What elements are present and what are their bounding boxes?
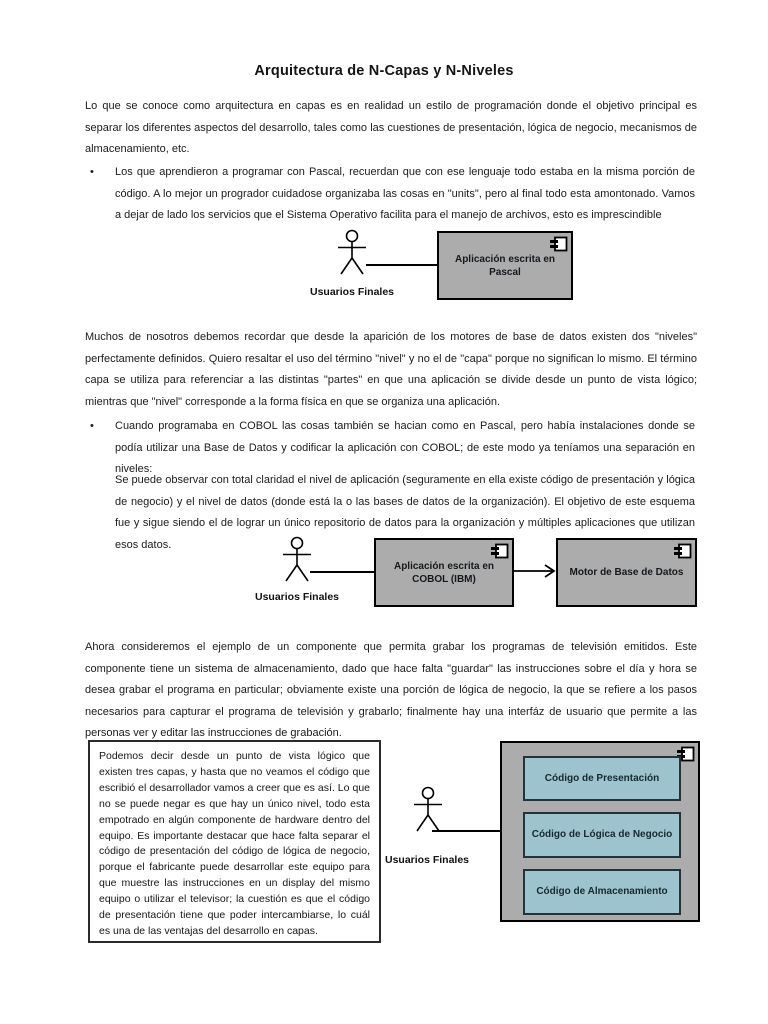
arrow-icon (514, 564, 556, 583)
diagram-pascal (300, 226, 590, 306)
layer-box-negocio: Código de Lógica de Negocio (523, 812, 681, 858)
bullet-item-pascal: Los que aprendieron a programar con Pascal, recuerdan que con ese lenguaje todo estaba en la misma porción de código. A lo mejor un progrador cuidadose organizaba las cosas en "units", pero al final todo esta amontonado. Vamos a dejar de lado los servicios que el Sistema Operativo facilita para el manejo de archivos, esto es imprescindible (115, 166, 695, 221)
layer-box-almacenamiento: Código de Almacenamiento (523, 869, 681, 915)
component-icon (673, 543, 692, 564)
diagram-cobol (230, 533, 700, 613)
component-icon (549, 236, 568, 257)
component-label: Aplicación escrita en COBOL (IBM) (393, 560, 495, 585)
component-box-pascal (437, 231, 573, 300)
actor-icon (275, 536, 319, 589)
connector-line (432, 830, 500, 832)
actor-icon (330, 229, 374, 282)
diagram-capas (380, 740, 705, 925)
paragraph-intro: Lo que se conoce como arquitectura en capas es en realidad un estilo de programación donde el objetivo principal es separar los diferentes aspectos del desarrollo, tales como las cuestiones de presentación, lógica de negocio, mecanismos de almacenamiento, etc. (85, 100, 697, 155)
paragraph-tv: Ahora consideremos el ejemplo de un componente que permita grabar los programas de televisión emitidos. Este componente tiene un sistema de almacenamiento, dado que hace falta "guardar" las instrucciones sobre el día y hora se desea grabar el programa en particular; obviamente existe una porción de lógica de negocio, la que se refiere a los pasos necesarios para capturar el programa de televisión y grabarlo; finalmente hay una interfáz de usuario que permite a las personas ver y editar las instrucciones de grabación. (85, 641, 697, 739)
actor-label: Usuarios Finales (254, 591, 340, 603)
component-box-motor (556, 538, 697, 607)
actor-label: Usuarios Finales (309, 286, 395, 298)
component-box-cobol (374, 538, 514, 607)
big-component-box (500, 741, 700, 922)
layer-box-presentacion: Código de Presentación (523, 756, 681, 801)
paragraph-niveles: Muchos de nosotros debemos recordar que desde la aparición de los motores de base de datos existen dos "niveles" perfectamente definidos. Quiero resaltar el uso del término "nivel" y no el de "capa" porque no significan lo mismo. El término capa se utiliza para referenciar a las distintas "partes" en que una aplicación se divide desde un punto de vista lógico; mientras que "nivel" corresponde a la forma física en que se organiza una aplicación. (85, 331, 697, 408)
actor-label: Usuarios Finales (384, 854, 470, 866)
component-label: Aplicación escrita en Pascal (454, 253, 556, 278)
page-title: Arquitectura de N-Capas y N-Niveles (254, 63, 514, 79)
bullet-detail-cobol: Se puede observar con total claridad el nivel de aplicación (seguramente en ella existe código de presentación y lógica de negocio) y el nivel de datos (donde está la o las bases de datos de la organización). El objetivo de este esquema fue y sigue siendo el de lograr un único repositorio de datos para la organización y múltiples aplicaciones que utilizan esos datos. (115, 474, 695, 551)
bullet-item-cobol: Cuando programaba en COBOL las cosas también se hacian como en Pascal, pero había instalaciones donde se podía utilizar una Base de Datos y codificar la aplicación con COBOL; de este modo ya teníamos una separación en niveles: (115, 420, 695, 475)
bullet-marker: • (90, 420, 94, 432)
note-box: Podemos decir desde un punto de vista lógico que existen tres capas, y hasta que no veamos el código que escribió el desarrollador vamos a creer que es así. Lo que no se puede negar es que hay un único nivel, todo esta empotrado en algún componente de hardware dentro del equipo. Es importante destacar que hace falta separar el código de presentación del código de lógica de negocio, porque el fabricante puede desarrollar este equipo para que muestre las instrucciones en un display del mismo equipo o utilizar el televisor; la cuestión es que el código de presentación tiene que poder intercambiarse, lo cuál es una de las ventajas del desarrollo en capas. (88, 740, 381, 943)
connector-line (366, 264, 437, 266)
component-label: Motor de Base de Datos (569, 567, 684, 578)
bullet-marker: • (90, 166, 94, 178)
connector-line (310, 571, 374, 573)
component-icon (490, 543, 509, 564)
